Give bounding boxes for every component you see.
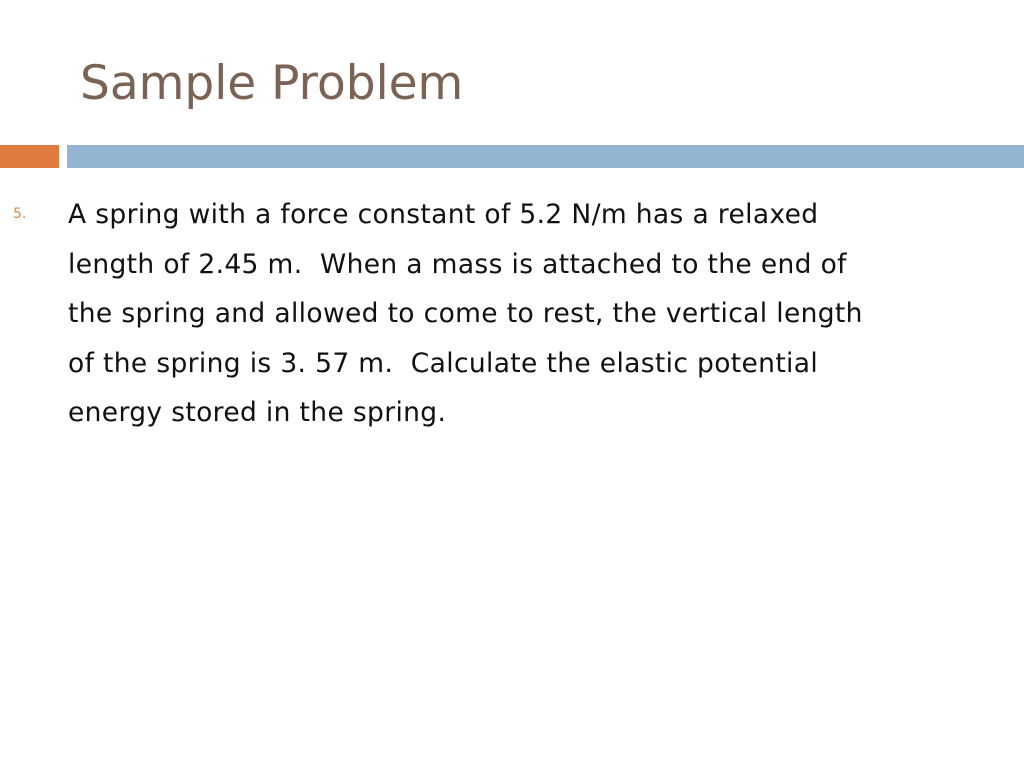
list-item-number: 5. (13, 206, 27, 222)
text-line: of the spring is 3. 57 m. Calculate the elastic potential (68, 347, 819, 379)
text-line: A spring with a force constant of 5.2 N/m has a relaxed (68, 199, 819, 230)
text-line: energy stored in the spring. (68, 397, 447, 428)
list-item-text (68, 190, 1018, 438)
accent-bar-orange (0, 145, 59, 168)
text-line: the spring and allowed to come to rest, the vertical length (68, 298, 863, 329)
text-line: length of 2.45 m. When a mass is attached to the end of (68, 248, 847, 280)
accent-bar-blue (67, 145, 1024, 168)
slide-title: Sample Problem (80, 56, 464, 111)
